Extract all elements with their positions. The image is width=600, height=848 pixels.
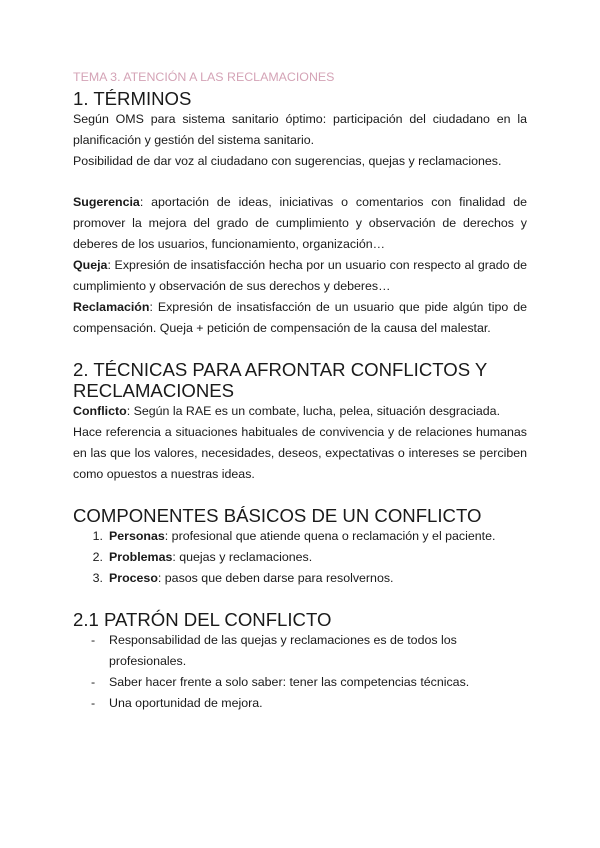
term-definition: : Expresión de insatisfacción hecha por un usuario con respecto al grado de cumplimiento y observación de sus derechos y deberes…: [73, 258, 527, 293]
section-heading-terminos: 1. TÉRMINOS: [73, 88, 192, 109]
term-definition: : Según la RAE es un combate, lucha, pelea, situación desgraciada.: [126, 404, 501, 418]
list-number: 2.: [92, 550, 103, 564]
paragraph-oms: Según OMS para sistema sanitario óptimo: participación del ciudadano en la planificación y gestión del sistema sanitario.: [73, 112, 527, 147]
patron-list: [73, 630, 527, 714]
section-heading-patron: 2.1 PATRÓN DEL CONFLICTO: [73, 609, 332, 630]
list-text: Saber hacer frente a solo saber: tener las competencias técnicas.: [109, 675, 470, 689]
list-item: [73, 526, 527, 547]
list-item: [73, 630, 527, 672]
list-item: [73, 568, 527, 589]
list-text: : profesional que atiende quena o reclamación y el paciente.: [164, 529, 496, 543]
term-label: Conflicto: [73, 404, 127, 418]
paragraph-voz: Posibilidad de dar voz al ciudadano con sugerencias, quejas y reclamaciones.: [73, 154, 502, 168]
document-title: TEMA 3. ATENCIÓN A LAS RECLAMACIONES: [73, 70, 335, 84]
document-page: [73, 67, 527, 714]
list-item: [73, 547, 527, 568]
list-term: Problemas: [109, 550, 173, 564]
list-bullet: -: [91, 696, 96, 710]
paragraph-referencia: Hace referencia a situaciones habituales de convivencia y de relaciones humanas en las que los valores, necesidades, deseos, expectativas o intereses se perciben como opuestos a nuestras ideas.: [73, 425, 527, 481]
term-label: Queja: [73, 258, 108, 272]
list-text: Una oportunidad de mejora.: [109, 696, 263, 710]
term-reclamacion: [73, 297, 527, 339]
list-number: 3.: [92, 571, 103, 585]
section-heading-tecnicas: 2. TÉCNICAS PARA AFRONTAR CONFLICTOS Y RECLAMACIONES: [73, 359, 487, 401]
list-bullet: -: [91, 675, 96, 689]
term-sugerencia: [73, 192, 527, 255]
term-definition: : Expresión de insatisfacción de un usuario que pide algún tipo de compensación. Queja + petición de compensación de la causa del malestar.: [73, 300, 527, 335]
list-text: : quejas y reclamaciones.: [172, 550, 313, 564]
list-text: Responsabilidad de las quejas y reclamaciones es de todos los profesionales.: [109, 633, 457, 668]
section-heading-componentes: COMPONENTES BÁSICOS DE UN CONFLICTO: [73, 505, 482, 526]
term-definition: : aportación de ideas, iniciativas o comentarios con finalidad de promover la mejora del grado de cumplimiento y observación de derechos y deberes de los usuarios, funcionamiento, organización…: [73, 195, 527, 251]
list-bullet: -: [91, 633, 96, 647]
list-text: : pasos que deben darse para resolvernos.: [157, 571, 394, 585]
term-queja: [73, 255, 527, 297]
list-term: Proceso: [109, 571, 158, 585]
list-term: Personas: [109, 529, 165, 543]
components-list: [73, 526, 527, 589]
list-item: [73, 672, 527, 693]
list-item: [73, 693, 527, 714]
list-number: 1.: [92, 529, 103, 543]
paragraph-conflicto: [73, 401, 527, 422]
term-label: Sugerencia: [73, 195, 140, 209]
term-label: Reclamación: [73, 300, 150, 314]
